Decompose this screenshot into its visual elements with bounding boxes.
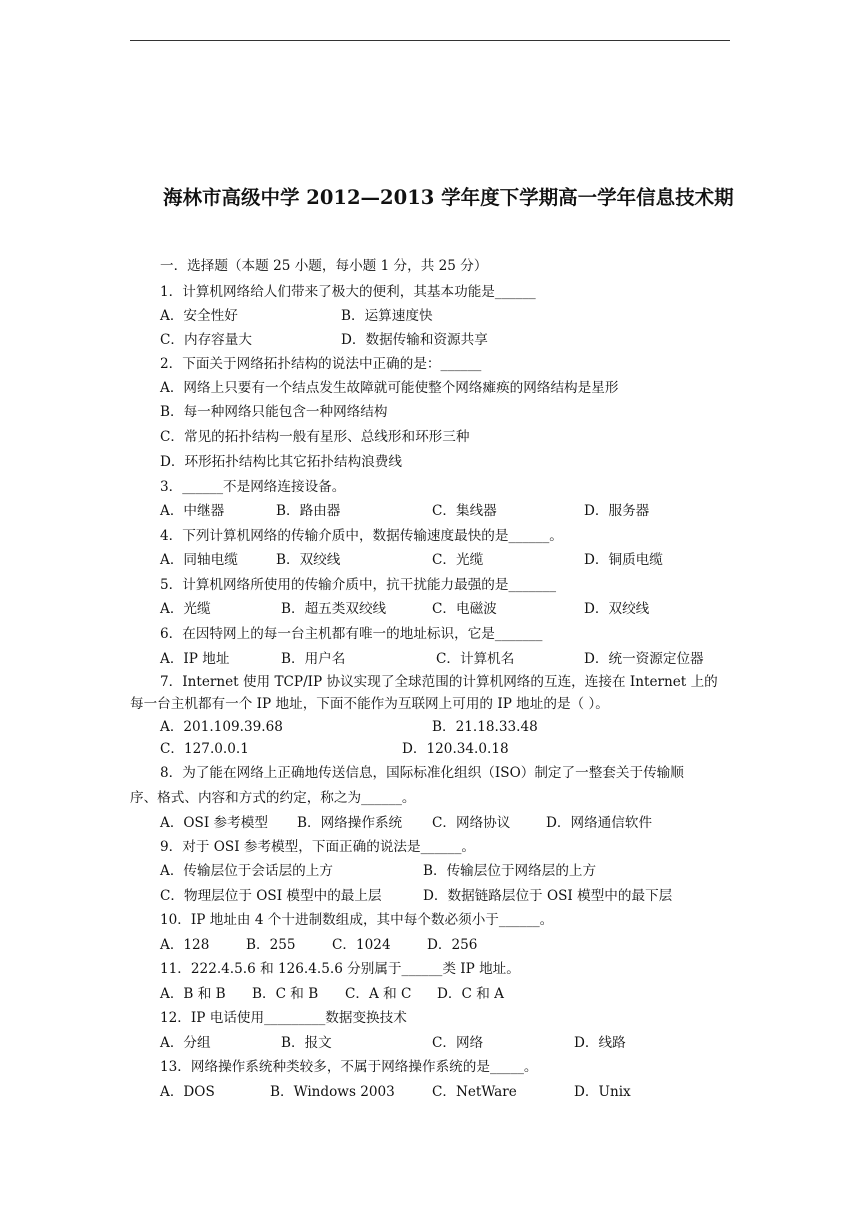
option: C．计算机名 bbox=[436, 651, 515, 667]
option: D．网络通信软件 bbox=[546, 815, 653, 831]
option: C．网络 bbox=[432, 1035, 484, 1051]
option: C．内存容量大 bbox=[160, 332, 252, 348]
option: A．传输层位于会话层的上方 bbox=[160, 863, 333, 879]
option: B．路由器 bbox=[276, 503, 341, 519]
option: D．服务器 bbox=[584, 503, 650, 519]
option: D．120.34.0.18 bbox=[402, 741, 509, 757]
option: D．256 bbox=[427, 937, 478, 953]
section-heading: 一．选择题（本题 25 小题，每小题 1 分，共 25 分） bbox=[160, 258, 488, 274]
question-6-stem: 6．在因特网上的每一台主机都有唯一的地址标识，它是_______ bbox=[160, 626, 543, 642]
option: D．数据链路层位于 OSI 模型中的最下层 bbox=[423, 888, 673, 904]
option: C．电磁波 bbox=[432, 601, 497, 617]
option: B．双绞线 bbox=[276, 552, 341, 568]
question-10-stem: 10．IP 地址由 4 个十进制数组成，其中每个数必须小于______。 bbox=[160, 912, 554, 928]
option: C．A 和 C bbox=[345, 986, 412, 1002]
option: A．128 bbox=[160, 937, 210, 953]
question-5-stem: 5．计算机网络所使用的传输介质中，抗干扰能力最强的是_______ bbox=[160, 577, 557, 593]
document-title: 海林市高级中学 2012—2013 学年度下学期高一学年信息技术期 bbox=[163, 186, 734, 209]
question-11-stem: 11．222.4.5.6 和 126.4.5.6 分别属于______类 IP 地址。 bbox=[160, 961, 520, 977]
question-7-stem-cont: 每一台主机都有一个 IP 地址，下面不能作为互联网上可用的 IP 地址的是（ ）。 bbox=[130, 696, 609, 712]
option: C．集线器 bbox=[432, 503, 497, 519]
option: A．中继器 bbox=[160, 503, 225, 519]
option: B．传输层位于网络层的上方 bbox=[423, 863, 597, 879]
option: A．B 和 B bbox=[160, 986, 226, 1002]
option: B．超五类双绞线 bbox=[281, 601, 387, 617]
option: A．光缆 bbox=[160, 601, 211, 617]
option: D．环形拓扑结构比其它拓扑结构浪费线 bbox=[160, 454, 402, 470]
option: B．用户名 bbox=[281, 651, 346, 667]
option: D．数据传输和资源共享 bbox=[341, 332, 488, 348]
option: B．运算速度快 bbox=[341, 308, 433, 324]
option: C．常见的拓扑结构一般有星形、总线形和环形三种 bbox=[160, 429, 470, 445]
option: B．255 bbox=[246, 937, 296, 953]
option: D．统一资源定位器 bbox=[584, 651, 704, 667]
question-13-stem: 13．网络操作系统种类较多，不属于网络操作系统的是_____。 bbox=[160, 1059, 538, 1075]
option: A．网络上只要有一个结点发生故障就可能使整个网络瘫痪的网络结构是星形 bbox=[160, 380, 619, 396]
question-8-stem-cont: 序、格式、内容和方式的约定，称之为______。 bbox=[130, 790, 416, 806]
option: C．127.0.0.1 bbox=[160, 741, 249, 757]
option: B．报文 bbox=[281, 1035, 332, 1051]
question-2-stem: 2．下面关于网络拓扑结构的说法中正确的是：______ bbox=[160, 356, 482, 372]
question-12-stem: 12．IP 电话使用_________数据变换技术 bbox=[160, 1010, 407, 1026]
option: A．同轴电缆 bbox=[160, 552, 238, 568]
option: B．每一种网络只能包含一种网络结构 bbox=[160, 404, 388, 420]
option: A．201.109.39.68 bbox=[160, 719, 283, 735]
option: C．1024 bbox=[332, 937, 391, 953]
option: D．C 和 A bbox=[437, 986, 504, 1002]
question-3-stem: 3．______不是网络连接设备。 bbox=[160, 479, 346, 495]
option: A．安全性好 bbox=[160, 308, 238, 324]
option: B．网络操作系统 bbox=[297, 815, 403, 831]
option: D．铜质电缆 bbox=[584, 552, 663, 568]
question-1-stem: 1．计算机网络给人们带来了极大的便利，其基本功能是______ bbox=[160, 284, 536, 300]
option: B．21.18.33.48 bbox=[432, 719, 538, 735]
option: C．光缆 bbox=[432, 552, 484, 568]
option: B．C 和 B bbox=[252, 986, 319, 1002]
option: D．线路 bbox=[574, 1035, 626, 1051]
option: C．网络协议 bbox=[432, 815, 511, 831]
option: C．NetWare bbox=[432, 1084, 517, 1100]
question-7-stem: 7．Internet 使用 TCP/IP 协议实现了全球范围的计算机网络的互连，连接在 Internet 上的 bbox=[160, 674, 718, 690]
option: A．IP 地址 bbox=[160, 651, 230, 667]
option: D．Unix bbox=[574, 1084, 631, 1100]
option: D．双绞线 bbox=[584, 601, 650, 617]
question-8-stem: 8．为了能在网络上正确地传送信息，国际标准化组织（ISO）制定了一整套关于传输顺 bbox=[160, 765, 684, 781]
option: A．DOS bbox=[160, 1084, 215, 1100]
option: C．物理层位于 OSI 模型中的最上层 bbox=[160, 888, 382, 904]
option: B．Windows 2003 bbox=[270, 1084, 395, 1100]
question-9-stem: 9．对于 OSI 参考模型，下面正确的说法是______。 bbox=[160, 839, 475, 855]
question-4-stem: 4．下列计算机网络的传输介质中，数据传输速度最快的是______。 bbox=[160, 528, 563, 544]
option: A．OSI 参考模型 bbox=[160, 815, 268, 831]
option: A．分组 bbox=[160, 1035, 211, 1051]
